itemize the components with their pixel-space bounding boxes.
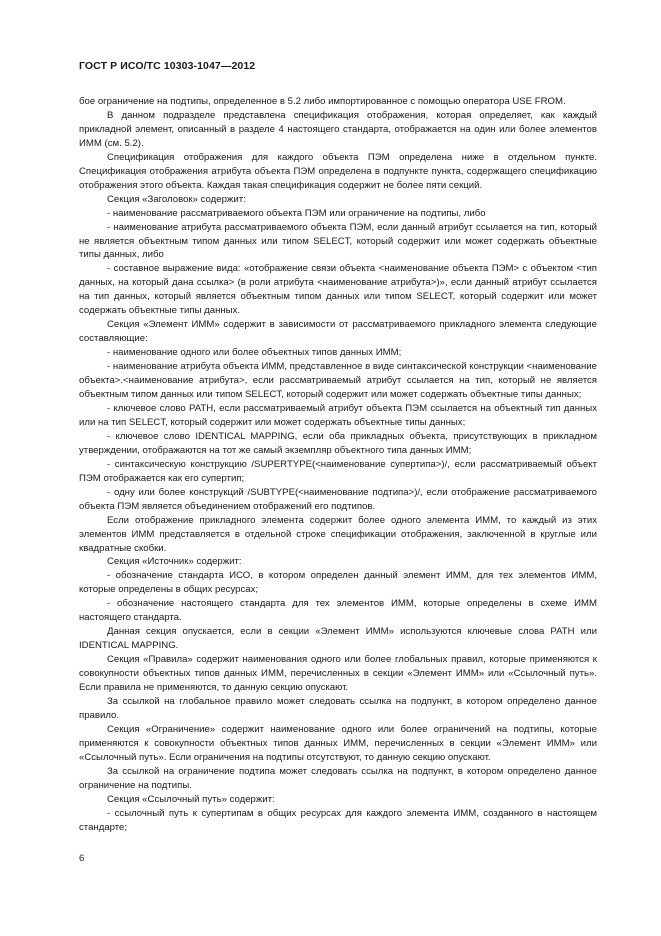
paragraph: За ссылкой на глобальное правило может следовать ссылка на подпункт, в котором определено данное правило.	[79, 695, 597, 721]
paragraph: - наименование атрибута рассматриваемого объекта ПЭМ, если данный атрибут ссылается на тип, который не является объектным типом данных или типом SELECT, который содержит или может содержать объектные типы данных, либо	[79, 221, 597, 261]
body-text	[79, 95, 597, 835]
paragraph: Спецификация отображения для каждого объекта ПЭМ определена ниже в отдельном пункте. Спецификация отображения атрибута объекта ПЭМ определена в подпункте пункта, содержащего спецификацию отображения этого объекта. Каждая такая спецификация содержит не более пяти секций.	[79, 151, 597, 191]
paragraph: - ссылочный путь к супертипам в общих ресурсах для каждого элемента ИММ, созданного в настоящем стандарте;	[79, 807, 597, 833]
paragraph: За ссылкой на ограничение подтипа может следовать ссылка на подпункт, в котором определено данное ограничение на подтипы.	[79, 765, 597, 791]
page-number: 6	[79, 853, 85, 864]
paragraph: - наименование атрибута объекта ИММ, представленное в виде синтаксической конструкции <наименование объекта>.<наименование атрибута>, если рассматриваемый атрибут ссылается на тип, который не является объектным типом данных или типом SELECT, который содержит или может содержать объектные типы данных;	[79, 361, 597, 401]
paragraph: Данная секция опускается, если в секции «Элемент ИММ» используются ключевые слова PATH или IDENTICAL MAPPING.	[79, 626, 597, 652]
paragraph: Если отображение прикладного элемента содержит более одного элемента ИММ, то каждый из этих элементов ИММ представляется в отдельной строке спецификации отображения, заключенной в круглые или квадратные скобки.	[79, 514, 597, 554]
paragraph: Секция «Источник» содержит:	[107, 556, 242, 568]
paragraph: В данном подразделе представлена спецификация отображения, которая определяет, как каждый прикладной элемент, описанный в разделе 4 настоящего стандарта, отображается на один или более элементов ИММ (см. 5.2).	[79, 109, 597, 149]
paragraph: - составное выражение вида: «отображение связи объекта <наименование объекта ПЭМ> с объектом <тип данных, на который дана ссылка> (в роли атрибута <наименование атрибута>)», если данный атрибут ссылается на тип данных, который является объектным типом данных или типом SELECT, который содержит или может содержать объектные типы данных.	[79, 263, 597, 317]
paragraph: Секция «Ссылочный путь» содержит:	[107, 793, 275, 805]
paragraph: Секция «Элемент ИММ» содержит в зависимости от рассматриваемого прикладного элемента следующие составляющие:	[79, 319, 597, 345]
paragraph: Секция «Правила» содержит наименования одного или более глобальных правил, которые применяются к совокупности объектных типов данных ИММ, перечисленных в секции «Элемент ИММ» или «Ссылочный путь». Если правила не применяются, то данную секцию опускают.	[79, 654, 597, 694]
paragraph: Секция «Заголовок» содержит:	[107, 193, 246, 205]
document-header: ГОСТ Р ИСО/ТС 10303-1047—2012	[79, 60, 256, 72]
paragraph: - ключевое слово PATH, если рассматриваемый атрибут объекта ПЭМ ссылается на объектный тип данных или на тип SELECT, который содержит или может содержать объектные типы данных;	[79, 402, 597, 428]
paragraph: Секция «Ограничение» содержит наименование одного или более ограничений на подтипы, которые применяются к совокупности объектных типов данных ИММ, перечисленных в секции «Элемент ИММ» или «Ссылочный путь». Если ограничения на подтипы отсутствуют, то данную секцию опускают.	[79, 723, 597, 763]
paragraph: - обозначение стандарта ИСО, в котором определен данный элемент ИММ, для тех элементов ИММ, которые определены в общих ресурсах;	[79, 570, 597, 596]
paragraph: - обозначение настоящего стандарта для тех элементов ИММ, которые определены в схеме ИММ настоящего стандарта.	[79, 598, 597, 624]
paragraph: - наименование рассматриваемого объекта ПЭМ или ограничение на подтипы, либо	[107, 207, 486, 219]
paragraph: бое ограничение на подтипы, определенное в 5.2 либо импортированное с помощью оператора USE FROM.	[79, 96, 566, 107]
paragraph: - одну или более конструкций /SUBTYPE(<наименование подтипа>)/, если отображение рассматриваемого объекта ПЭМ является объединением отображений его подтипов.	[79, 486, 597, 512]
paragraph: - синтаксическую конструкцию /SUPERTYPE(<наименование супертипа>)/, если рассматриваемый объект ПЭМ отображается как его супертип;	[79, 458, 597, 484]
paragraph: - ключевое слово IDENTICAL MAPPING, если оба прикладных объекта, присутствующих в прикладном утверждении, отображаются на тот же самый экземпляр объектного типа данных ИММ;	[79, 430, 597, 456]
paragraph: - наименование одного или более объектных типов данных ИММ;	[107, 347, 402, 359]
